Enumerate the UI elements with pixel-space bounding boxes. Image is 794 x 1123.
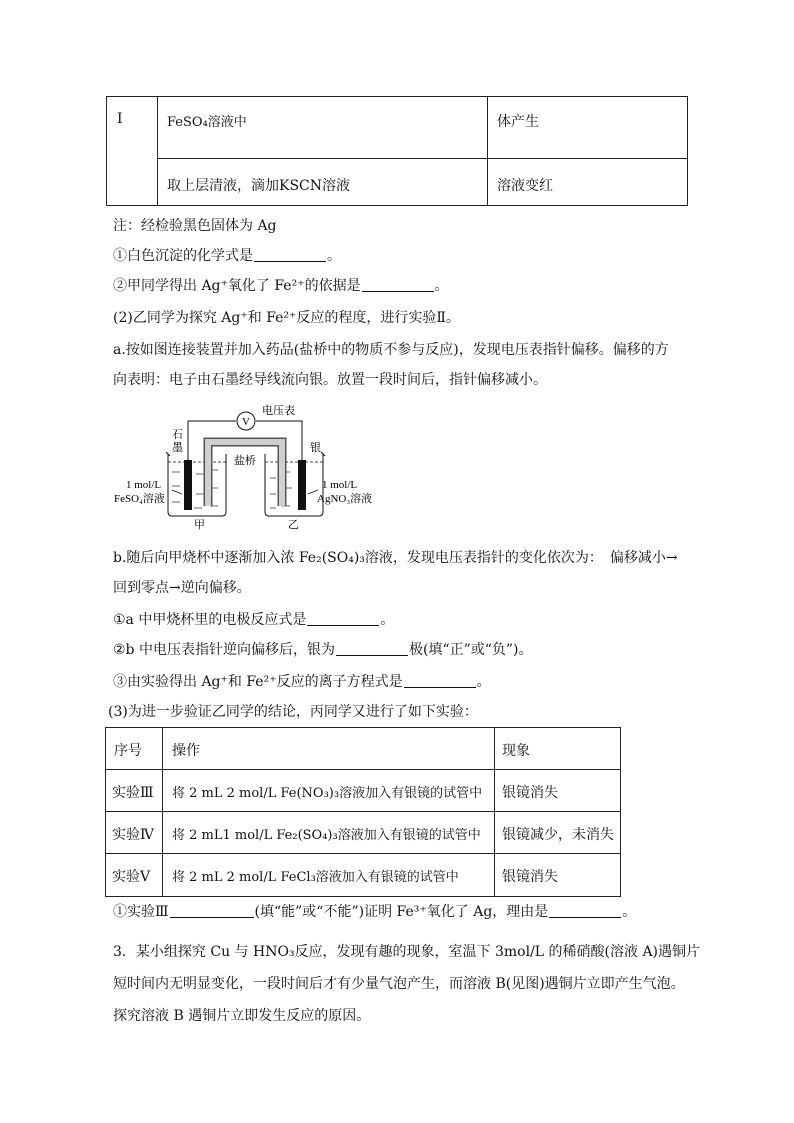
header-operation: 操作 [172,743,200,759]
question-3-line-3: 探究溶液 B 遇铜片立即发生反应的原因。 [113,1008,371,1024]
question-2-text: ②甲同学得出 Ag⁺氧化了 Fe²⁺的依据是 [113,278,361,294]
answer-blank[interactable] [549,903,621,918]
b-question-2 [113,640,533,660]
header-index: 序号 [114,743,142,759]
voltmeter-label: 电压表 [262,404,295,417]
question-1-end: 。 [327,248,341,264]
answer-blank[interactable] [170,903,254,918]
header-phenomenon: 现象 [502,743,530,759]
answer-blank[interactable] [404,673,476,688]
row-3-operation: 将 2 mL 2 mol/L Fe(NO₃)₃溶液加入有银镜的试管中 [172,786,483,801]
b-question-1 [113,610,394,630]
question-1 [113,246,341,266]
left-solution-name: FeSO₄溶液 [114,493,165,505]
row-4-index: 实验Ⅳ [112,827,154,843]
left-beaker-label: 甲 [194,518,205,530]
part-3-question-1-text-b: (填“能”或“不能”)证明 Fe³⁺氧化了 Ag，理由是 [254,904,549,920]
question-1-text: ①白色沉淀的化学式是 [113,248,253,264]
b-question-3-text: ③由实验得出 Ag⁺和 Fe²⁺反应的离子方程式是 [113,674,403,690]
graphite-label-2: 墨 [172,441,183,454]
b-question-3-end: 。 [476,674,491,690]
table1-r2c3: 溶液变红 [497,178,553,194]
b-question-1-text: ①a 中甲烧杯里的电极反应式是 [113,612,307,628]
right-beaker-label: 乙 [288,518,299,530]
part-3-question-1-end: 。 [622,904,637,920]
answer-blank[interactable] [254,247,326,262]
part-2-b-line-2: 回到零点→逆向偏移。 [113,580,251,596]
b-question-2-text: ②b 中电压表指针逆向偏移后，银为 [113,642,335,658]
result-table-1 [106,96,688,206]
table1-roman: Ⅰ [117,111,123,127]
part-2-a-line-2: 向表明：电子由石墨经导线流向银。放置一段时间后，指针偏移减小。 [113,372,547,388]
row-4-phenomenon: 银镜减少，未消失 [502,827,614,843]
answer-blank[interactable] [362,277,434,292]
b-question-3 [113,672,491,692]
graphite-label-1: 石 [172,428,183,441]
note-text: 注：经检验黑色固体为 Ag [113,218,277,234]
right-solution-name: AgNO₃溶液 [317,493,373,505]
table1-r1c3: 体产生 [497,114,539,130]
part-3-question-1-text-a: ①实验Ⅲ [113,904,169,920]
part-3-question-1 [113,902,636,922]
question-2 [113,276,449,296]
row-3-index: 实验Ⅲ [112,785,154,801]
row-4-operation: 将 2 mL1 mol/L Fe₂(SO₄)₃溶液加入有银镜的试管中 [172,828,481,843]
row-5-index: 实验Ⅴ [112,869,151,885]
silver-electrode [298,460,306,510]
answer-blank[interactable] [336,641,408,656]
voltmeter-symbol: V [242,416,250,428]
right-solution-concentration: 1 mol/L [322,479,358,491]
part-2-b-line-1: b.随后向甲烧杯中逐渐加入浓 Fe₂(SO₄)₃溶液，发现电压表指针的变化依次为： 偏移减小→ [113,550,678,566]
question-2-end: 。 [434,278,449,294]
left-solution-concentration: 1 mol/L [126,479,162,491]
galvanic-cell-diagram [110,402,390,530]
salt-bridge-label: 盐桥 [234,454,256,467]
part-3-intro: (3)为进一步验证乙同学的结论，丙同学又进行了如下实验： [108,704,478,720]
table1-r1c2: FeSO₄溶液中 [167,115,247,130]
b-question-2-end: 极(填“正”或“负”)。 [408,642,533,658]
part-2-a-line-1: a.按如图连接装置并加入药品(盐桥中的物质不参与反应)，发现电压表指针偏移。偏移的方 [113,342,669,358]
row-5-phenomenon: 银镜消失 [502,869,558,885]
row-5-operation: 将 2 mL 2 mol/L FeCl₃溶液加入有银镜的试管中 [172,870,459,885]
table1-r2c2: 取上层清液，滴加KSCN溶液 [167,178,351,194]
part-2-intro: (2)乙同学为探究 Ag⁺和 Fe²⁺反应的程度，进行实验Ⅱ。 [113,310,460,326]
question-3-line-1: 3．某小组探究 Cu 与 HNO₃反应，发现有趣的现象，室温下 3mol/L 的稀硝酸(溶液 A)遇铜片 [113,944,701,960]
b-question-1-end: 。 [380,612,395,628]
silver-label: 银 [310,441,321,454]
question-3-line-2: 短时间内无明显变化，一段时间后才有少量气泡产生，而溶液 B(见图)遇铜片立即产生气泡。 [113,976,685,992]
answer-blank[interactable] [307,611,379,626]
experiment-table [105,727,621,897]
graphite-electrode [184,460,192,510]
row-3-phenomenon: 银镜消失 [502,785,558,801]
